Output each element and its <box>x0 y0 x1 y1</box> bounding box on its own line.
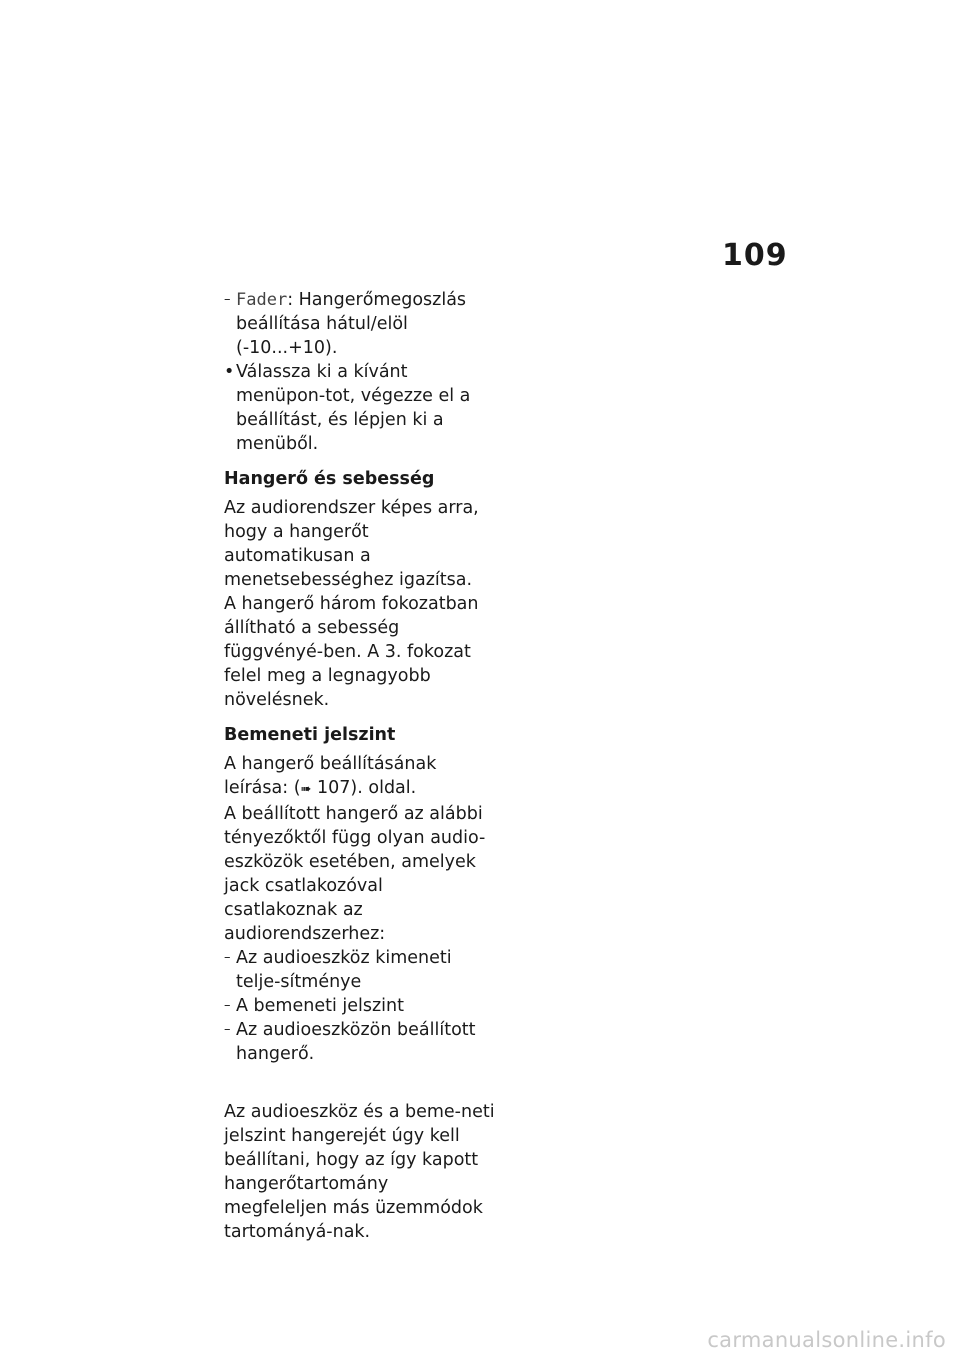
list-item: – Az audioeszközön beállított hangerő. <box>224 1018 496 1066</box>
reference-suffix: 107). oldal. <box>311 778 417 798</box>
fader-code: Fader <box>236 290 288 310</box>
volume-speed-para-1: Az audiorendszer képes arra, hogy a hangerőt automatikusan a menetsebességhez igazítsa. <box>224 498 479 590</box>
watermark: carmanualsonline.info <box>707 1328 946 1352</box>
list-item: – Az audioeszköz kimeneti telje-sítménye <box>224 946 496 994</box>
fader-item <box>224 288 496 360</box>
heading-volume-speed: Hangerő és sebesség <box>224 469 435 489</box>
closing-para: Az audioeszköz és a beme-neti jelszint hangerejét úgy kell beállítani, hogy az így kapott hangerőtartomány megfeleljen más üzemmódok tartományá-nak. <box>224 1102 495 1242</box>
heading-input-level: Bemeneti jelszint <box>224 725 396 745</box>
arrow-right-icon: ➠ <box>300 782 312 797</box>
reference-prefix: A hangerő beállításának leírása: ( <box>224 754 437 798</box>
content-column <box>224 288 496 1244</box>
reference-line <box>224 752 496 802</box>
fader-text: : Hangerőmegoszlás beállítása hátul/elöl (-10...+10). <box>236 290 467 358</box>
list-item: – A bemeneti jelszint <box>224 994 496 1018</box>
page-number: 109 <box>722 238 788 273</box>
volume-speed-para-2: A hangerő három fokozatban állítható a sebesség függvényé-ben. A 3. fokozat felel meg a legnagyobb növelésnek. <box>224 594 479 710</box>
instruction-bullet: • Válassza ki a kívánt menüpon-tot, végezze el a beállítást, és lépjen ki a menüből. <box>224 360 496 456</box>
input-level-para: A beállított hangerő az alábbi tényezőktől függ olyan audio-eszközök esetében, amelyek jack csatlakozóval csatlakoznak az audiorendszerhez: <box>224 804 486 944</box>
